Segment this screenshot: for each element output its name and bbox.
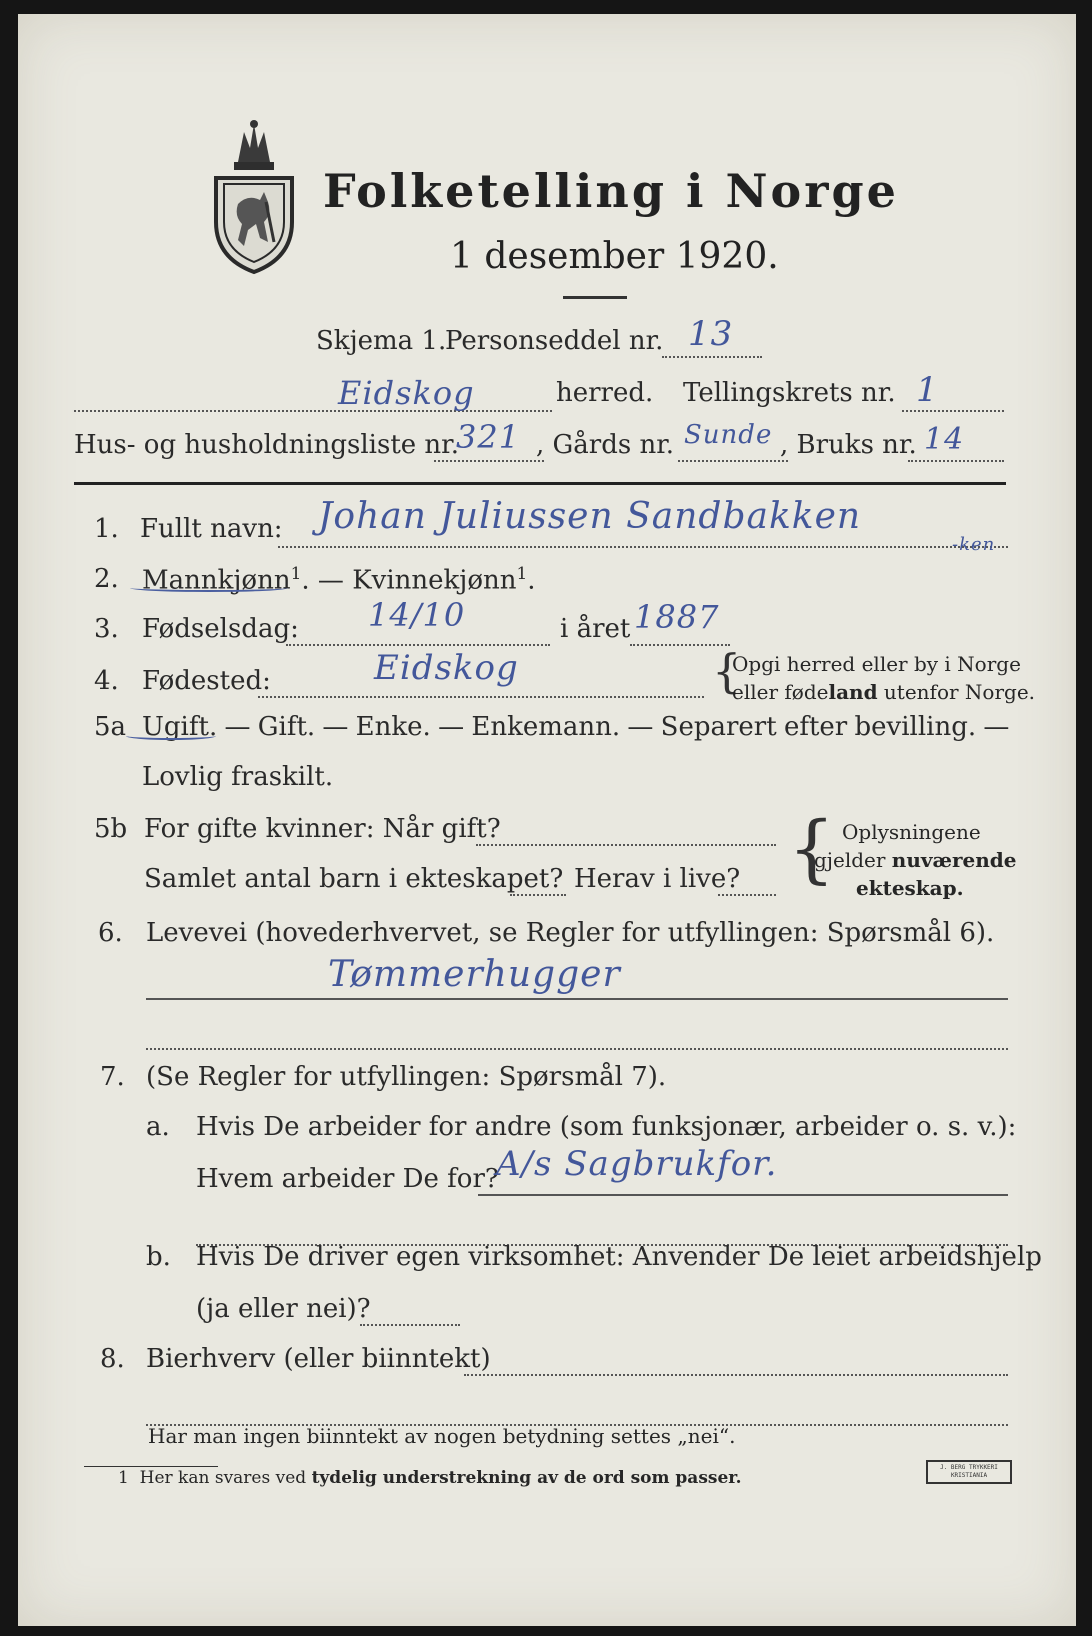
q5b-note-part-a: gjelder bbox=[814, 848, 892, 872]
title-divider bbox=[563, 296, 627, 299]
q2-female-option: Kvinnekjønn bbox=[352, 565, 517, 596]
tellingskrets-field-line bbox=[902, 410, 1004, 412]
q7a-employer-value: A/s Sagbrukfor. bbox=[496, 1144, 778, 1184]
q3-number: 3. bbox=[94, 614, 119, 644]
personseddel-label: Personseddel nr. bbox=[445, 326, 664, 356]
q2-end: . bbox=[527, 565, 536, 596]
form-title: Folketelling i Norge bbox=[323, 164, 899, 218]
q1-full-name-value: Johan Juliussen Sandbakken bbox=[318, 496, 862, 537]
q8-field-line bbox=[464, 1374, 1008, 1376]
q6-field-line-1 bbox=[146, 998, 1008, 1000]
q7b-field-line bbox=[360, 1324, 460, 1326]
q2-male-underline bbox=[130, 584, 288, 592]
q6-field-line-2 bbox=[146, 1048, 1008, 1050]
q5a-options-line2: Lovlig fraskilt. bbox=[142, 762, 334, 792]
footnote-text-a: Her kan svares ved bbox=[139, 1468, 312, 1488]
q7b-question: Hvis De driver egen virksomhet: Anvender De leiet arbeidshjelp bbox=[196, 1242, 1042, 1272]
q2-options: Mannkjønn$^1$. — Kvinnekjønn$^1$. bbox=[142, 564, 536, 596]
q1-field-line bbox=[278, 546, 1008, 548]
bruks-label: , Bruks nr. bbox=[780, 430, 917, 460]
personseddel-value: 13 bbox=[688, 314, 734, 354]
q7b-letter: b. bbox=[146, 1242, 171, 1272]
footnote-number: 1 bbox=[118, 1468, 129, 1488]
q3-field-line bbox=[286, 644, 550, 646]
q5b-note-brace: { bbox=[788, 806, 836, 892]
census-form-page bbox=[18, 14, 1076, 1626]
herred-label: herred. bbox=[556, 378, 654, 408]
q8-label: Bierhverv (eller biinntekt) bbox=[146, 1344, 491, 1374]
bruks-value: 14 bbox=[924, 422, 965, 457]
q2-number: 2. bbox=[94, 564, 119, 594]
herred-field-line bbox=[74, 410, 552, 412]
q3-year-label: i året bbox=[560, 614, 631, 644]
q5b-note-line2 bbox=[814, 848, 1017, 872]
q4-note-brace: { bbox=[712, 644, 742, 698]
q4-label: Fødested: bbox=[142, 666, 271, 696]
husholdningsliste-value: 321 bbox=[456, 418, 521, 456]
q5b-children-label: Samlet antal barn i ekteskapet? bbox=[144, 864, 564, 894]
q5b-line1: For gifte kvinner: Når gift? bbox=[144, 814, 501, 844]
footnote bbox=[118, 1468, 742, 1488]
q6-label: Levevei (hovederhvervet, se Regler for utfyllingen: Spørsmål 6). bbox=[146, 918, 995, 948]
q4-note-part-b: land bbox=[828, 680, 878, 704]
tellingskrets-value: 1 bbox=[916, 370, 939, 410]
q2-male-option: Mannkjønn bbox=[142, 565, 291, 596]
q7b-answer-label: (ja eller nei)? bbox=[196, 1294, 371, 1324]
q5b-number: 5b bbox=[94, 814, 128, 844]
q4-note-part-c: utenfor Norge. bbox=[877, 680, 1036, 704]
q1-number: 1. bbox=[94, 514, 119, 544]
skjema-label: Skjema 1. bbox=[316, 326, 447, 356]
q1-name-continuation: -ken bbox=[952, 534, 996, 555]
bruks-field-line bbox=[908, 460, 1004, 462]
census-date: 1 desember 1920. bbox=[450, 236, 779, 277]
q4-number: 4. bbox=[94, 666, 119, 696]
q7a-employer-label: Hvem arbeider De for? bbox=[196, 1164, 499, 1194]
q7a-question: Hvis De arbeider for andre (som funksjonær, arbeider o. s. v.): bbox=[196, 1112, 1017, 1142]
header-separator bbox=[74, 482, 1006, 485]
q7-label: (Se Regler for utfyllingen: Spørsmål 7). bbox=[146, 1062, 667, 1092]
q4-note-part-a: eller føde bbox=[732, 680, 829, 704]
q5a-number: 5a bbox=[94, 712, 127, 742]
q5b-note-part-b: nuværende bbox=[891, 848, 1017, 872]
q5b-alive-label: Herav i live? bbox=[574, 864, 741, 894]
q5b-when-married-field-line bbox=[476, 844, 776, 846]
husholdningsliste-field-line bbox=[434, 460, 544, 462]
q3-label: Fødselsdag: bbox=[142, 614, 299, 644]
q5b-children-field-line bbox=[510, 894, 566, 896]
personseddel-field-line bbox=[662, 356, 762, 358]
q5b-alive-field-line bbox=[718, 894, 776, 896]
q7a-letter: a. bbox=[146, 1112, 170, 1142]
q5a-options-line1: Ugift. — Gift. — Enke. — Enkemann. — Separert efter bevilling. — bbox=[142, 712, 1010, 742]
q1-label: Fullt navn: bbox=[140, 514, 283, 544]
q4-note-line2 bbox=[732, 680, 1035, 704]
q6-occupation-value: Tømmerhugger bbox=[328, 954, 621, 995]
printer-stamp: J. BERG TRYKKERI KRISTIANIA bbox=[926, 1460, 1012, 1484]
husholdningsliste-label: Hus- og husholdningsliste nr. bbox=[74, 430, 460, 460]
coat-of-arms-icon bbox=[208, 118, 300, 276]
q4-birthplace-value: Eidskog bbox=[374, 648, 519, 688]
q3-birthday-value: 14/10 bbox=[368, 596, 466, 634]
gards-field-line bbox=[678, 460, 788, 462]
q2-separator: . — bbox=[301, 565, 353, 596]
q8-number: 8. bbox=[100, 1344, 125, 1374]
tellingskrets-label: Tellingskrets nr. bbox=[683, 378, 896, 408]
gards-label: , Gårds nr. bbox=[536, 430, 675, 460]
gards-value: Sunde bbox=[684, 420, 773, 450]
q5b-note-line1: Oplysningene bbox=[842, 820, 981, 844]
q3-year-value: 1887 bbox=[634, 598, 720, 636]
herred-value: Eidskog bbox=[338, 374, 475, 412]
footer-note: Har man ingen biinntekt av nogen betydning settes „nei“. bbox=[148, 1424, 736, 1448]
q4-note-line1: Opgi herred eller by i Norge bbox=[732, 652, 1021, 676]
q5a-ugift-underline bbox=[126, 732, 216, 740]
q6-number: 6. bbox=[98, 918, 123, 948]
q5b-note-line3: ekteskap. bbox=[856, 876, 964, 900]
q4-field-line bbox=[258, 696, 704, 698]
footnote-text-b: tydelig understrekning av de ord som passer. bbox=[311, 1468, 742, 1488]
footnote-rule bbox=[84, 1466, 218, 1467]
q7-number: 7. bbox=[100, 1062, 125, 1092]
q7a-employer-field-line bbox=[478, 1194, 1008, 1196]
